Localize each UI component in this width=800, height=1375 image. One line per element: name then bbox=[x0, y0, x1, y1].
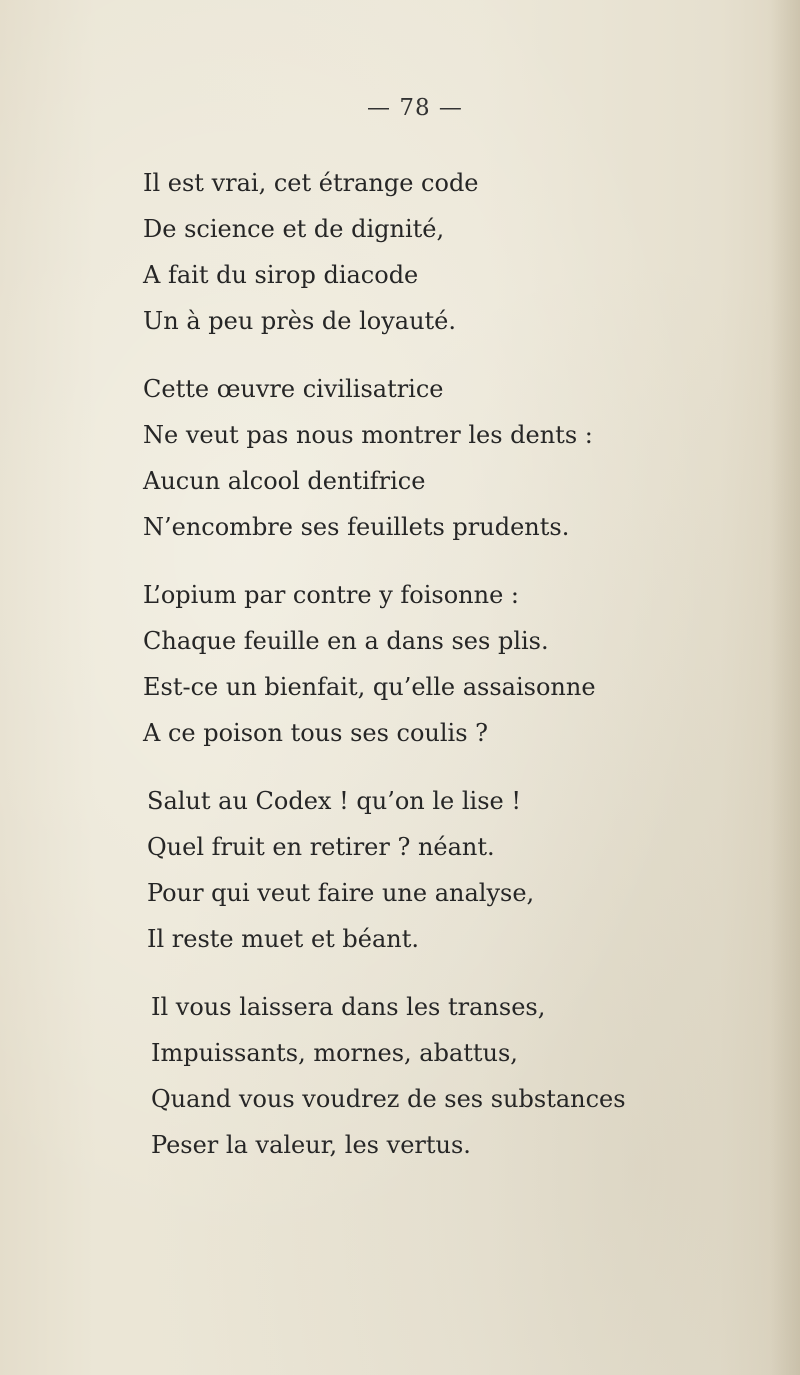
verse-line: L’opium par contre y foisonne : bbox=[143, 581, 520, 609]
verse-line: Il est vrai, cet étrange code bbox=[143, 169, 479, 197]
verse-line: Ne veut pas nous montrer les dents : bbox=[143, 421, 593, 449]
verse-line: Un à peu près de loyauté. bbox=[143, 307, 457, 335]
stanza-5 bbox=[151, 984, 626, 1168]
verse-line: Il vous laissera dans les transes, bbox=[151, 993, 546, 1021]
verse-line: Peser la valeur, les vertus. bbox=[151, 1131, 471, 1159]
page-number: — 78 — bbox=[367, 95, 463, 121]
verse-line: Il reste muet et béant. bbox=[147, 925, 420, 953]
stanza-2 bbox=[143, 366, 593, 550]
verse-line: Quel fruit en retirer ? néant. bbox=[147, 833, 495, 861]
verse-line: A fait du sirop diacode bbox=[143, 261, 419, 289]
verse-line: Est-ce un bienfait, qu’elle assaisonne bbox=[143, 673, 596, 701]
verse-line: Aucun alcool dentifrice bbox=[143, 467, 426, 495]
stanza-3 bbox=[143, 572, 596, 756]
verse-line: Pour qui veut faire une analyse, bbox=[147, 879, 535, 907]
verse-line: Quand vous voudrez de ses substances bbox=[151, 1085, 626, 1113]
verse-line: Cette œuvre civilisatrice bbox=[143, 375, 444, 403]
verse-line: N’encombre ses feuillets prudents. bbox=[143, 513, 570, 541]
verse-line: De science et de dignité, bbox=[143, 215, 445, 243]
verse-line: A ce poison tous ses coulis ? bbox=[143, 719, 489, 747]
stanza-1 bbox=[143, 160, 479, 344]
verse-line: Impuissants, mornes, abattus, bbox=[151, 1039, 518, 1067]
verse-line: Salut au Codex ! qu’on le lise ! bbox=[147, 787, 522, 815]
page-edge-shadow bbox=[770, 0, 800, 1375]
verse-line: Chaque feuille en a dans ses plis. bbox=[143, 627, 549, 655]
stanza-4 bbox=[147, 778, 534, 962]
